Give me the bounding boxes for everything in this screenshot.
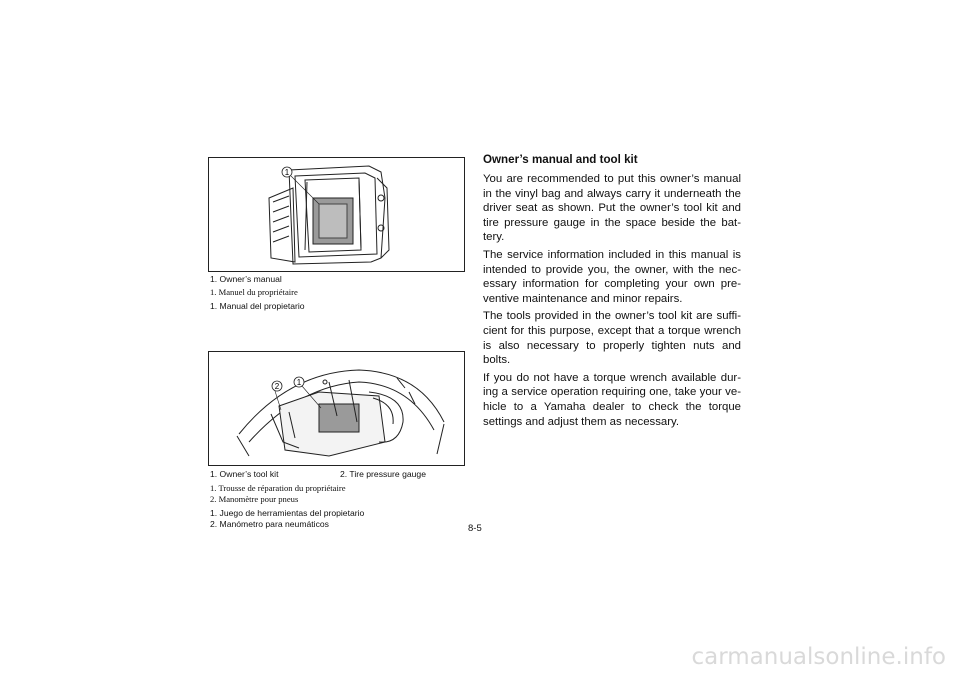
paragraph: You are recommended to put this owner’s manual in the vinyl bag and always carry it underneath the driver seat as shown. Put the owner’s tool kit and tire pressure gauge in the space beside the bat-tery. <box>483 173 741 244</box>
watermark[interactable]: carmanualsonline.info <box>691 644 946 670</box>
caption-en-1: 1. Owner’s tool kit <box>210 469 279 479</box>
paragraph: The tools provided in the owner’s tool kit are suffi-cient for this purpose, except that a torque wrench is also necessary to properly tighten nuts and bolts. <box>483 310 741 367</box>
svg-text:1: 1 <box>284 168 290 177</box>
caption-fr-1: 1. Trousse de réparation du propriétaire <box>210 483 346 493</box>
paragraph: If you do not have a torque wrench available dur-ing a service operation requiring one, take your ve-hicle to a Yamaha dealer to check the torque settings and adjust them as necessary. <box>483 371 741 428</box>
section-title: Owner’s manual and tool kit <box>483 153 638 166</box>
figure-owners-manual-location <box>208 157 465 272</box>
caption-es-2: 2. Manómetro para neumáticos <box>210 519 329 529</box>
caption-fr: 1. Manuel du propriétaire <box>210 287 298 297</box>
owners-manual-illustration <box>209 158 464 271</box>
svg-text:1: 1 <box>296 378 302 387</box>
caption-en-2: 2. Tire pressure gauge <box>340 469 426 479</box>
svg-text:2: 2 <box>274 382 280 391</box>
tool-kit-illustration <box>209 352 464 465</box>
caption-fr-2: 2. Manomètre pour pneus <box>210 494 299 504</box>
section-owners-manual-tool-kit <box>483 153 741 432</box>
paragraph: The service information included in this manual is intended to provide you, the owner, with the nec-essary information for completing your own pre-ventive maintenance and minor repairs. <box>483 248 741 305</box>
caption-es-1: 1. Juego de herramientas del propietario <box>210 508 365 518</box>
caption-es: 1. Manual del propietario <box>210 301 305 311</box>
caption-en-row <box>210 469 426 480</box>
caption-en: 1. Owner’s manual <box>210 274 282 284</box>
page-number: 8-5 <box>468 523 482 534</box>
callout-1 <box>282 167 319 204</box>
figure-tool-kit-location <box>208 351 465 466</box>
